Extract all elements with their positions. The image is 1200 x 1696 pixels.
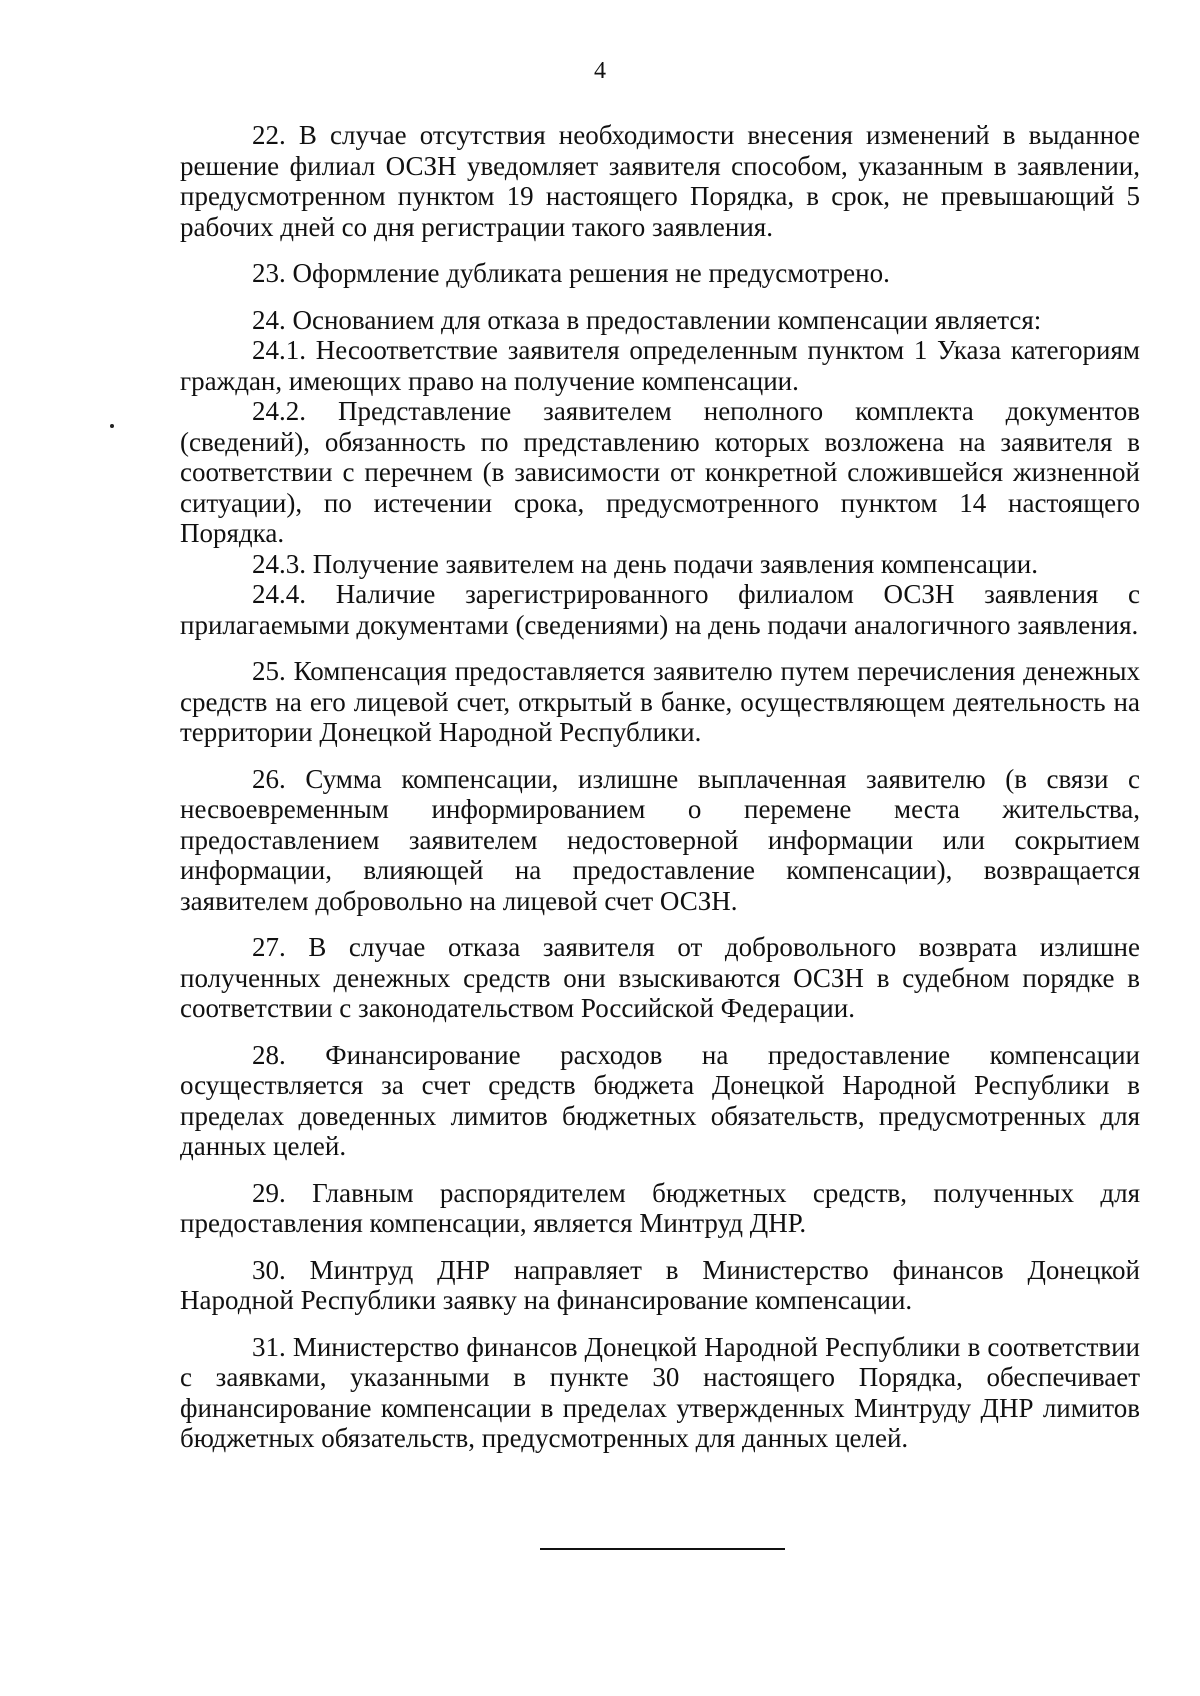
paragraph-24-3: 24.3. Получение заявителем на день подачи заявления компенсации. (252, 548, 1038, 579)
paragraph-28: 28. Финансирование расходов на предоставление компенсации осуществляется за счет средств бюджета Донецкой Народной Республики в пределах доведенных лимитов бюджетных обязательств, предусмотренных для данных целей. (180, 1039, 1140, 1161)
paragraph-26: 26. Сумма компенсации, излишне выплаченная заявителю (в связи с несвоевременным информированием о перемене места жительства, предоставлением заявителем недостоверной информации или сокрытием информации, влияющей на предоставление компенсации), возвращается заявителем добровольно на лицевой счет ОСЗН. (180, 763, 1140, 916)
paragraph-24-4: 24.4. Наличие зарегистрированного филиалом ОСЗН заявления с прилагаемыми документами (сведениями) на день подачи аналогичного заявления. (180, 579, 1140, 640)
paragraph-31: 31. Министерство финансов Донецкой Народной Республики в соответствии с заявками, указанными в пункте 30 настоящего Порядка, обеспечивает финансирование компенсации в пределах утвержденных Минтруду ДНР лимитов бюджетных обязательств, предусмотренных для данных целей. (180, 1331, 1140, 1453)
end-of-document-rule (540, 1548, 785, 1550)
paragraph-24-1: 24.1. Несоответствие заявителя определенным пунктом 1 Указа категориям граждан, имеющих право на получение компенсации. (180, 335, 1140, 396)
paragraph-24-2: 24.2. Представление заявителем неполного комплекта документов (сведений), обязанность по представлению которых возложена на заявителя в соответствии с перечнем (в зависимости от конкретной сложившейся жизненной ситуации), по истечении срока, предусмотренного пунктом 14 настоящего Порядка. (180, 396, 1140, 548)
paragraph-22: 22. В случае отсутствия необходимости внесения изменений в выданное решение филиал ОСЗН уведомляет заявителя способом, указанным в заявлении, предусмотренном пунктом 19 настоящего Порядка, в срок, не превышающий 5 рабочих дней со дня регистрации такого заявления. (180, 120, 1140, 242)
paragraph-24: 24. Основанием для отказа в предоставлении компенсации является: (252, 304, 1042, 335)
page-number: 4 (594, 58, 606, 84)
paragraph-23: 23. Оформление дубликата решения не предусмотрено. (252, 258, 890, 288)
paragraph-25: 25. Компенсация предоставляется заявителю путем перечисления денежных средств на его лицевой счет, открытый в банке, осуществляющем деятельность на территории Донецкой Народной Республики. (180, 656, 1140, 747)
paragraph-30: 30. Минтруд ДНР направляет в Министерство финансов Донецкой Народной Республики заявку на финансирование компенсации. (180, 1254, 1140, 1315)
paragraph-29: 29. Главным распорядителем бюджетных средств, полученных для предоставления компенсации, является Минтруд ДНР. (180, 1177, 1140, 1238)
scan-artifact-dot (110, 424, 114, 428)
document-body (180, 120, 1140, 1454)
paragraph-27: 27. В случае отказа заявителя от добровольного возврата излишне полученных денежных средств они взыскиваются ОСЗН в судебном порядке в соответствии с законодательством Российской Федерации. (180, 932, 1140, 1023)
